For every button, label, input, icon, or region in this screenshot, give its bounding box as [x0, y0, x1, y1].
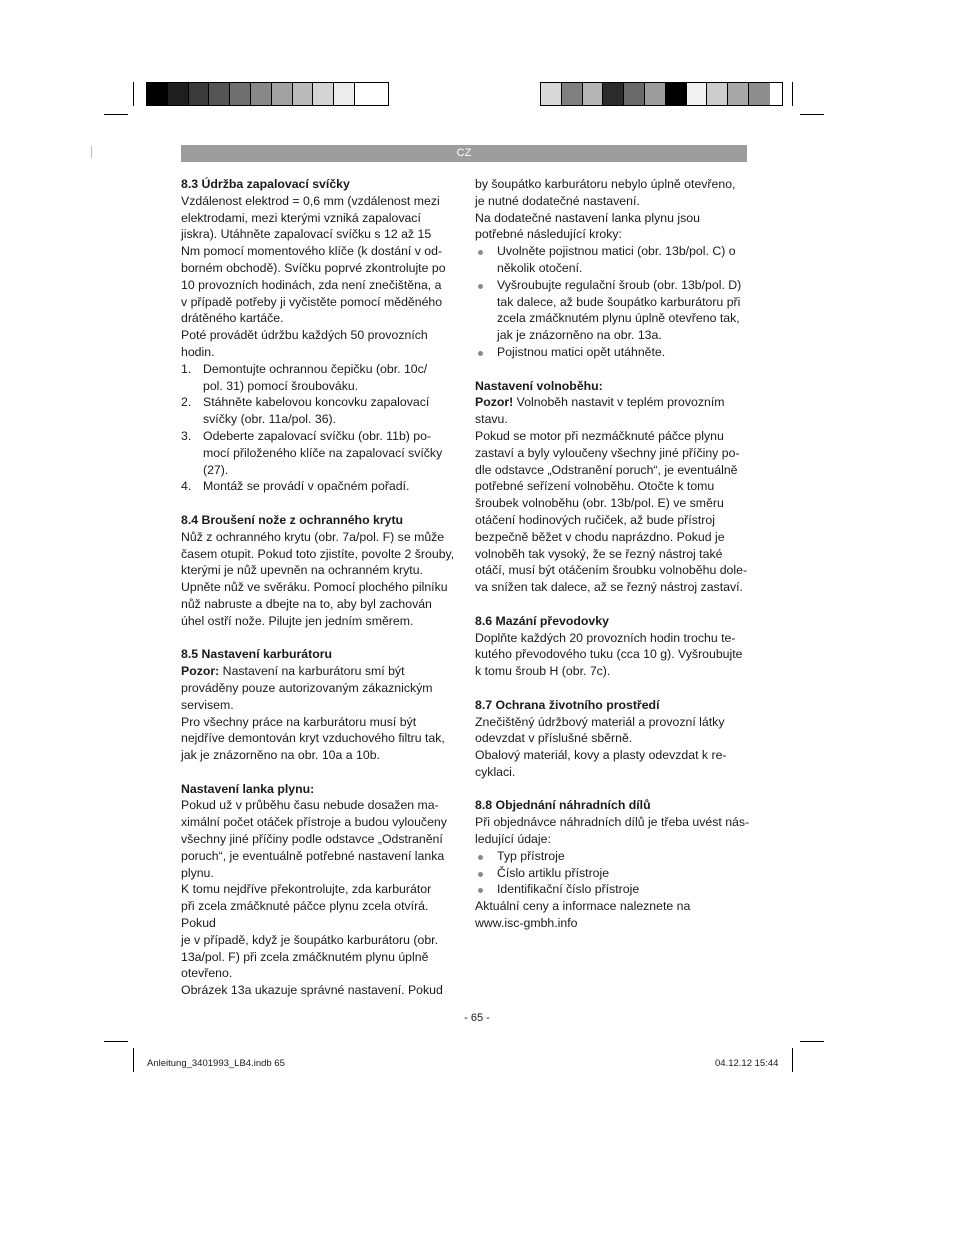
color-swatch — [583, 83, 604, 105]
list-text: Pojistnou matici opět utáhněte. — [497, 344, 666, 359]
bullet-icon — [478, 888, 483, 893]
paragraph: Vzdálenost elektrod = 0,6 mm (vzdálenost mezi elektrodami, mezi kterými vzniká zapalovací jiskra). Utáhněte zapalovací svíčku s 12 až 15 Nm pomocí momentového klíče (k dostání v od- borném obchodě). Svíčku poprvé zkontrolujte po 10 provozních hodinách, zda není znečištěna, a v případě potřeby ji vyčistěte pomocí měděného drátěného kartáče. — [181, 193, 446, 326]
section-title-8-5: 8.5 Nastavení karburátoru — [181, 647, 333, 662]
list-text: Demontujte ochrannou čepičku (obr. 10c/ pol. 31) pomocí šroubováku. — [203, 361, 428, 393]
color-swatch — [603, 83, 624, 105]
list-item — [475, 865, 750, 882]
list-number: 3. — [181, 428, 192, 443]
list-text: Uvolněte pojistnou matici (obr. 13b/pol. C) o několik otočení. — [497, 244, 736, 275]
bullet-icon — [478, 351, 483, 356]
paragraph: Nůž z ochranného krytu (obr. 7a/pol. F) se může časem otupit. Pokud toto zjistíte, povolte 2 šrouby, kterými je nůž upevněn na ochranném krytu. Upněte nůž ve svěráku. Pomocí plochého pilníku nůž nabruste a dbejte na to, aby byl zachován úhel ostří nože. Pilujte jen jedním směrem. — [181, 529, 455, 628]
bullet-icon — [478, 855, 483, 860]
list-text: Číslo artiklu přístroje — [497, 865, 610, 880]
paragraph: Při objednávce náhradních dílů je třeba uvést nás- ledující údaje: — [475, 815, 750, 847]
crop-mark-bl-v — [133, 1048, 134, 1072]
list-item — [181, 394, 456, 428]
left-column — [181, 176, 456, 999]
crop-mark-tr-h — [800, 114, 824, 115]
color-bar-left — [146, 82, 389, 106]
warning-paragraph — [475, 394, 750, 428]
color-swatch — [728, 83, 749, 105]
paragraph: Poté provádět údržbu každých 50 provozních hodin. — [181, 328, 428, 359]
footer-file: Anleitung_3401993_LB4.indb 65 — [147, 1058, 285, 1069]
list-item — [181, 428, 456, 478]
list-text: Odeberte zapalovací svíčku (obr. 11b) po- mocí přiloženého klíče na zapalovací svíčky (27). — [203, 428, 443, 477]
color-swatch — [272, 83, 293, 105]
crop-mark-tr-v — [792, 82, 793, 106]
color-bar-right — [540, 82, 783, 106]
footer-datetime: 04.12.12 15:44 — [715, 1058, 779, 1069]
subsection-title-idle: Nastavení volnoběhu: — [475, 378, 603, 393]
color-swatch — [645, 83, 666, 105]
color-swatch — [209, 83, 230, 105]
paragraph: Na dodatečné nastavení lanka plynu jsou potřebné následující kroky: — [475, 210, 700, 242]
color-swatch — [168, 83, 189, 105]
paragraph: Doplňte každých 20 provozních hodin trochu te- kutého převodového tuku (cca 10 g). Vyšroubujte k tomu šroub H (obr. 7c). — [475, 630, 743, 679]
crop-mark-tl-h — [104, 114, 128, 115]
list-text: Stáhněte kabelovou koncovku zapalovací svíčky (obr. 11a/pol. 36). — [203, 395, 430, 427]
paragraph: Znečištěný údržbový materiál a provozní látky odevzdat v příslušné sběrně. — [475, 714, 725, 746]
warning-label: Pozor: — [181, 664, 220, 679]
list-item — [181, 478, 456, 495]
bullet-list — [475, 848, 750, 898]
bullet-icon — [478, 250, 483, 255]
language-bar — [181, 145, 747, 162]
color-swatch — [313, 83, 334, 105]
color-swatch — [707, 83, 728, 105]
color-swatch — [334, 83, 355, 105]
list-text: Vyšroubujte regulační šroub (obr. 13b/pol. D) tak dalece, až bude šoupátko karburátoru při zcela zmáčknutém plynu úplně otevřeno tak, jak je znázorněno na obr. 13a. — [497, 277, 742, 343]
paragraph: Pokud se motor při nezmáčknuté páčce plynu zastaví a byly vyloučeny všechny jiné příčiny po- dle odstavce „Odstranění poruch“, je eventuálně potřebné seřízení volnoběhu. Otočte k tomu šroubek volnoběhu (obr. 13b/pol. E) ve směru otáčení hodinových ručiček, až bude přístroj bezpečně běžet v chodu naprázdno. Pokud je volnoběh tak vysoký, že se řezný nástroj také otáčí, musí být otáčením šroubku volnoběhu dole- va snížen tak dalece, až se řezný nástroj zastaví. — [475, 428, 748, 595]
warning-label: Pozor! — [475, 395, 514, 410]
paragraph: Pro všechny práce na karburátoru musí být nejdříve demontován kryt vzduchového filtru tak, jak je znázorněno na obr. 10a a 10b. — [181, 714, 445, 763]
section-title-8-4: 8.4 Broušení nože z ochranného krytu — [181, 512, 404, 527]
color-swatch — [562, 83, 583, 105]
list-number: 2. — [181, 395, 192, 410]
paragraph: by šoupátko karburátoru nebylo úplně otevřeno, je nutné dodatečné nastavení. — [475, 177, 736, 208]
subsection-title-throttle-cable: Nastavení lanka plynu: — [181, 781, 315, 796]
list-number: 1. — [181, 361, 192, 376]
paragraph: Obrázek 13a ukazuje správné nastavení. Pokud — [181, 983, 443, 998]
color-swatch — [230, 83, 251, 105]
warning-paragraph — [181, 663, 456, 713]
list-text: Montáž se provádí v opačném pořadí. — [203, 479, 410, 494]
bullet-icon — [478, 872, 483, 877]
color-swatch — [251, 83, 272, 105]
list-item — [475, 243, 750, 277]
color-swatch — [666, 83, 687, 105]
list-text: Identifikační číslo přístroje — [497, 882, 640, 897]
crop-mark-br-h — [800, 1041, 824, 1042]
crop-mark-br-v — [792, 1048, 793, 1072]
list-item — [181, 361, 456, 395]
paragraph: Obalový materiál, kovy a plasty odevzdat k re- cyklaci. — [475, 748, 727, 779]
bullet-list — [475, 243, 750, 361]
section-title-8-6: 8.6 Mazání převodovky — [475, 613, 609, 628]
page-number: - 65 - — [464, 1012, 490, 1024]
list-number: 4. — [181, 479, 192, 494]
language-label: CZ — [456, 147, 472, 159]
color-swatch — [189, 83, 210, 105]
list-text: Typ přístroje — [497, 848, 565, 863]
warning-text: Volnoběh nastavit v teplém provozním stavu. — [475, 395, 725, 427]
paragraph: Aktuální ceny a informace naleznete na www.isc-gmbh.info — [475, 899, 691, 931]
list-item — [475, 848, 750, 865]
right-column — [475, 176, 750, 932]
color-swatch — [355, 83, 376, 105]
paragraph: Pokud už v průběhu času nebude dosažen ma- ximální počet otáček přístroje a budou vyloučeny všechny jiné příčiny podle odstavce „Odstranění poruch“, je eventuálně potřebné nastavení lanka plynu. — [181, 798, 447, 880]
section-title-8-8: 8.8 Objednání náhradních dílů — [475, 798, 651, 813]
crop-mark-tl-v — [133, 82, 134, 106]
bullet-icon — [478, 284, 483, 289]
registration-tick — [91, 146, 92, 158]
list-item — [475, 344, 750, 361]
crop-mark-bl-h — [104, 1041, 128, 1042]
color-swatch — [541, 83, 562, 105]
list-item — [475, 277, 750, 344]
color-swatch — [749, 83, 770, 105]
color-swatch — [687, 83, 708, 105]
color-swatch — [293, 83, 314, 105]
list-item — [475, 881, 750, 898]
numbered-list — [181, 361, 456, 495]
section-title-8-7: 8.7 Ochrana životního prostředí — [475, 697, 660, 712]
warning-text: Nastavení na karburátoru smí být prováděny pouze autorizovaným zákaznickým servisem. — [181, 664, 433, 712]
color-swatch — [624, 83, 645, 105]
color-swatch — [147, 83, 168, 105]
section-title-8-3: 8.3 Údržba zapalovací svíčky — [181, 177, 350, 191]
paragraph: K tomu nejdříve překontrolujte, zda karburátor při zcela zmáčknuté páčce plynu zcela otvírá. Pokud je v případě, když je šoupátko karburátoru (obr. 13a/pol. F) při zcela zmáčknutém plynu úplně otevřeno. — [181, 882, 439, 981]
